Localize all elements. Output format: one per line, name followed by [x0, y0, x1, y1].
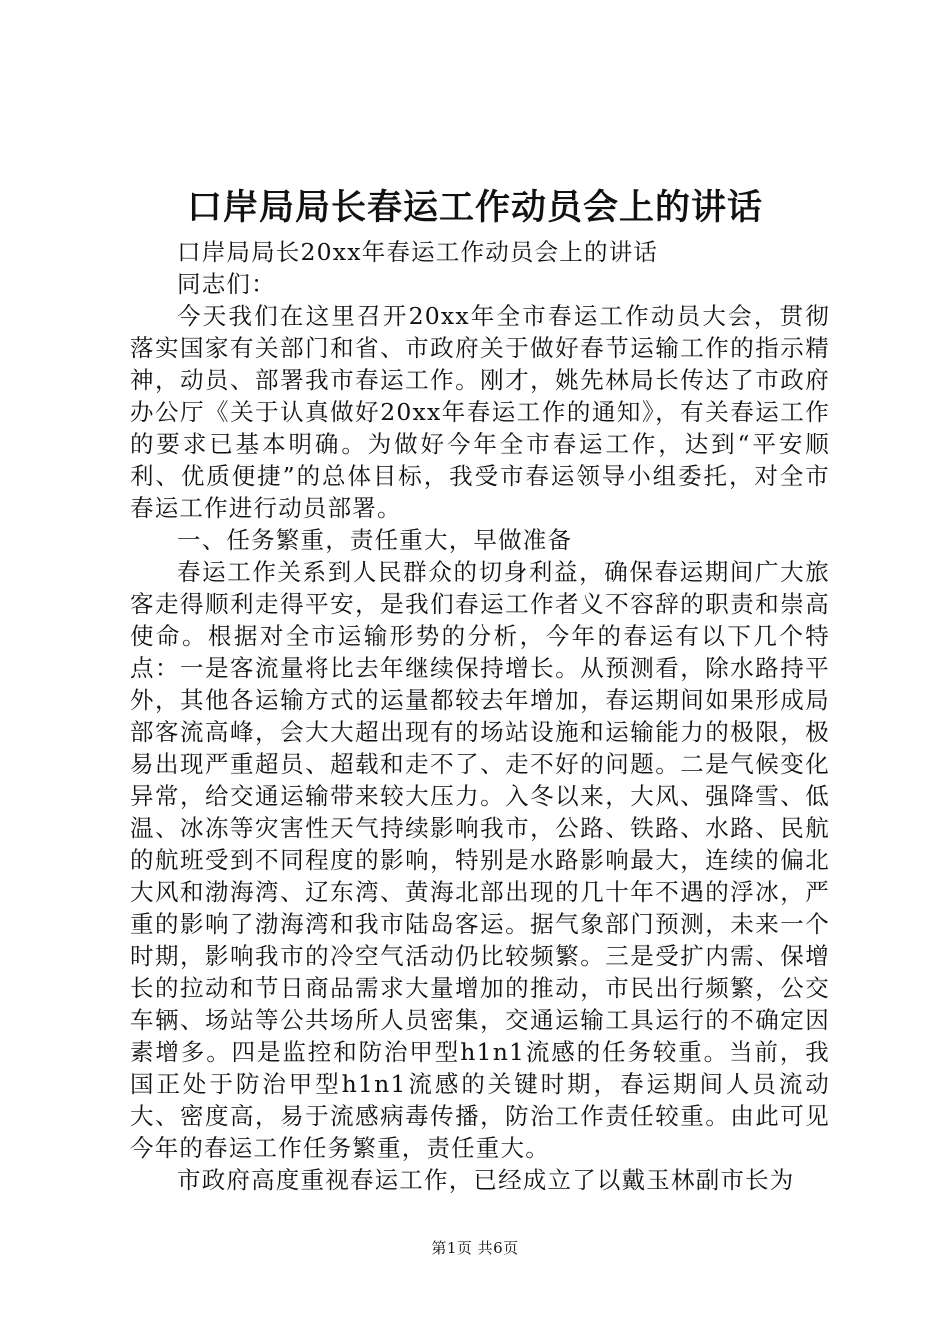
body-paragraph: 今天我们在这里召开20xx年全市春运工作动员大会，贯彻落实国家有关部门和省、市政府关于做好春节运输工作的指示精神，动员、部署我市春运工作。刚才，姚先林局长传达了市政府办公厅《关于认真做好20xx年春运工作的通知》，有关春运工作的要求已基本明确。为做好今年全市春运工作，达到“平安顺利、优质便捷”的总体目标，我受市春运领导小组委托，对全市春运工作进行动员部署。: [130, 302, 830, 522]
document-body: [130, 236, 830, 1196]
body-paragraph: 市政府高度重视春运工作，已经成立了以戴玉林副市长为: [177, 1166, 795, 1194]
subtitle-paragraph: 口岸局局长20xx年春运工作动员会上的讲话: [177, 238, 659, 266]
document-title: 口岸局局长春运工作动员会上的讲话: [186, 187, 763, 228]
body-paragraph: 春运工作关系到人民群众的切身利益，确保春运期间广大旅客走得顺利走得平安，是我们春运工作者义不容辞的职责和崇高使命。根据对全市运输形势的分析，今年的春运有以下几个特点：一是客流量将比去年继续保持增长。从预测看，除水路持平外，其他各运输方式的运量都较去年增加，春运期间如果形成局部客流高峰，会大大超出现有的场站设施和运输能力的极限，极易出现严重超员、超载和走不了、走不好的问题。二是气候变化异常，给交通运输带来较大压力。入冬以来，大风、强降雪、低温、冰冻等灾害性天气持续影响我市，公路、铁路、水路、民航的航班受到不同程度的影响，特别是水路影响最大，连续的偏北大风和渤海湾、辽东湾、黄海北部出现的几十年不遇的浮冰，严重的影响了渤海湾和我市陆岛客运。据气象部门预测，未来一个时期，影响我市的冷空气活动仍比较频繁。三是受扩内需、保增长的拉动和节日商品需求大量增加的推动，市民出行频繁，公交车辆、场站等公共场所人员密集，交通运输工具运行的不确定因素增多。四是监控和防治甲型h1n1流感的任务较重。当前，我国正处于防治甲型h1n1流感的关键时期，春运期间人员流动大、密度高，易于流感病毒传播，防治工作责任较重。由此可见今年的春运工作任务繁重，责任重大。: [130, 558, 830, 1162]
page-footer: 第1页 共6页: [431, 1239, 519, 1257]
section-heading: 一、任务繁重，责任重大，早做准备: [177, 526, 573, 554]
salutation-paragraph: 同志们：: [177, 270, 276, 298]
